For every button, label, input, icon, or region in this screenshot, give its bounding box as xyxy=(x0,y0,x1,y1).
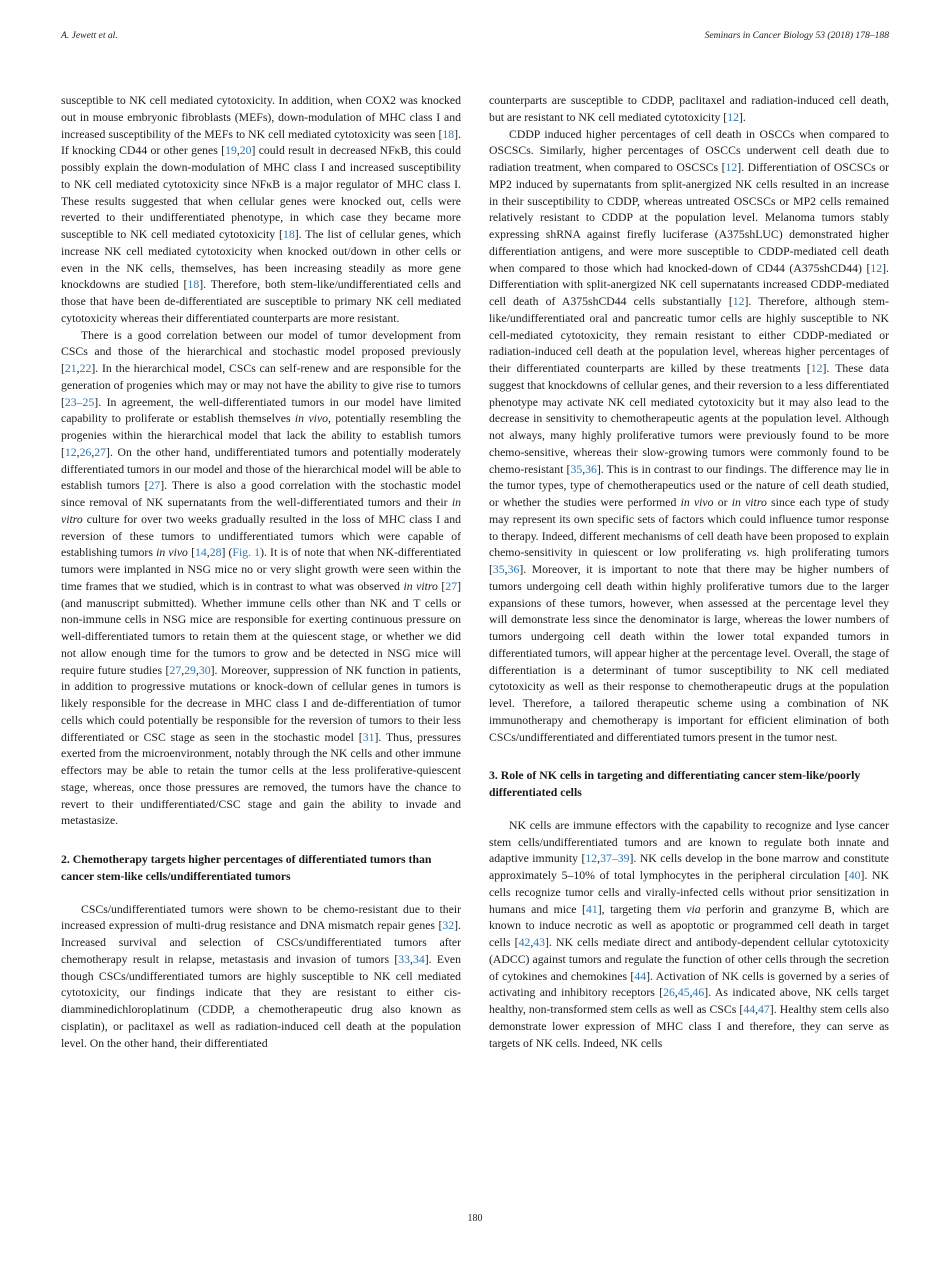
citation-link[interactable]: 23–25 xyxy=(64,395,95,409)
citation-link[interactable]: 36 xyxy=(507,563,520,576)
citation-link[interactable]: 30 xyxy=(198,663,211,677)
citation-link[interactable]: 33 xyxy=(398,952,410,966)
citation-link[interactable]: 12 xyxy=(585,852,598,866)
citation-link[interactable]: 36 xyxy=(585,462,597,476)
citation-link[interactable]: 12 xyxy=(64,445,77,459)
citation-link[interactable]: 20 xyxy=(239,144,252,158)
paragraph: NK cells are immune effectors with the capability to recognize and lyse cancer stem cells/undifferentiated tumors and are known to regulate both innate and adaptive immunity [12,37–39]. NK cells develop in the bone marrow and constitute approximately 5–10% of total lymphocytes in the peripheral circulation [40]. NK cells recognize tumor cells and virally-infected cells without prior sensitization in humans and mice [41], targeting them via perforin and granzyme B, which are known to induce necrotic as well as apoptotic or programmed cell death in target cells [42,43]. NK cells mediate direct and antibody-dependent cellular cytotoxicity (ADCC) against tumors and regulate the function of other cells through the secretion of cytokines and chemokines [44]. Activation of NK cells is governed by a series of activating and inhibitory receptors [26,45,46]. As indicated above, NK cells target healthy, non-transformed stem cells as well as CSCs [44,47]. Healthy stem cells also demonstrate lower expression of MHC class I and therefore, they can serve as targets of NK cells. Indeed, NK cells xyxy=(489,818,889,1050)
figure-link[interactable]: Fig. 1 xyxy=(232,546,261,560)
citation-link[interactable]: 27 xyxy=(148,479,161,493)
header-authors: A. Jewett et al. xyxy=(61,30,118,41)
section-heading-3: 3. Role of NK cells in targeting and differentiating cancer stem-like/poorly differentiated cells xyxy=(489,769,861,799)
citation-link[interactable]: 45 xyxy=(677,986,690,1000)
citation-link[interactable]: 46 xyxy=(692,986,705,1000)
running-header xyxy=(61,30,889,46)
citation-link[interactable]: 21 xyxy=(64,362,77,375)
citation-link[interactable]: 18 xyxy=(442,127,455,141)
citation-link[interactable]: 34 xyxy=(412,952,425,966)
citation-link[interactable]: 35 xyxy=(492,563,505,576)
citation-link[interactable]: 41 xyxy=(585,902,598,916)
page-number: 180 xyxy=(467,1213,483,1224)
citation-link[interactable]: 44 xyxy=(634,969,647,983)
citation-link[interactable]: 31 xyxy=(362,730,375,744)
citation-link[interactable]: 19 xyxy=(225,144,237,158)
citation-link[interactable]: 29 xyxy=(184,663,196,677)
paragraph: counterparts are susceptible to CDDP, paclitaxel and radiation-induced cell death, but are resistant to NK cell mediated cytotoxicity [12]. xyxy=(489,94,889,124)
paragraph: There is a good correlation between our model of tumor development from CSCs and those of the hierarchical and stochastic model proposed previously [21,22]. In the hierarchical model, CSCs can self-renew and are responsible for the generation of progenies which may or may not have the ability to give rise to tumors [23–25]. In agreement, the well-differentiated tumors in our model have limited capability to proliferate or establish themselves in vivo, potentially resembling the progenies within the hierarchical model that lack the ability to establish tumors [12,26,27]. On the other hand, undifferentiated tumors and potentially moderately differentiated tumors in our model and those of the hierarchical model will be able to establish tumors [27]. There is also a good correlation with the stochastic model since removal of NK supernatants from the well-differentiated tumors and their in vitro culture for over two weeks gradually resulted in the loss of MHC class I and reversion of these tumors to undifferentiated tumors which were capable of establishing tumors in vivo [14,28] (Fig. 1). It is of note that when NK-differentiated tumors were implanted in NSG mice no or very slight growth were seen within the time frames that we studied, which is in contrast to what was observed in vitro [27] (and manuscript submitted). Whether immune cells other than NK and T cells or non-immune cells in NSG mice are responsible for exerting continuous pressure on well-differentiated tumors to retain them at the quiescent stage, or whether we did not allow enough time for the tumors to grow and be detected in NSG mice will require future studies [27,29,30]. Moreover, suppression of NK function in patients, in addition to progressive mutations or knock-down of cellular genes in tumors is likely responsible for the decrease in MHC class I and de-differentiation of tumor cells which could potentially be responsible for the reversion of tumors to their less differentiated or CSC stage as seen in the stochastic model [31]. Thus, pressures exerted from the microenvironment, notably through the NK cells and other immune effectors may be able to retain the tumor cells at the less proliferative-quiescent stage, whereas, once those pressures are removed, the tumors have the chance to revert to their undifferentiated/CSC stage and gain the ability to invade and metastasize. xyxy=(61,328,462,828)
paragraph: CSCs/undifferentiated tumors were shown to be chemo-resistant due to their increased expression of multi-drug resistance and DNA mismatch repair genes [32]. Increased survival and selection of CSCs/undifferentiated tumors after chemotherapy result in relapse, metastasis and invasion of tumors [33,34]. Even though CSCs/undifferentiated tumors are highly susceptible to NK cell mediated cytotoxicity, our findings indicate that they are resistant to either cis-diamminedichloroplatinum (CDDP, a chemotherapeutic drug also known as cisplatin), or paclitaxel as well as radiation-induced cell death at the population level. On the other hand, their differentiated xyxy=(61,902,461,1050)
citation-link[interactable]: 14 xyxy=(195,546,207,560)
paragraph: CDDP induced higher percentages of cell death in OSCCs when compared to OSCSCs. Similarly, higher percentages of OSCCs underwent cell death due to radiation treatment, when compared to OSCSCs [12]. Differentiation of OSCSCs or MP2 induced by supernatants from split-anergized NK cells resulted in an increase in their susceptibility to CDDP, whereas untreated OSCSCs or MP2 cells remained relatively resistant to CDDP at the population level. Melanoma tumors stably expressing shRNA against firefly luciferase (A375shLUC) demonstrated higher differentiation antigens, and were more susceptible to CDDP-mediated cell death when compared to those which had knocked-down of CD44 (A375shCD44) [12]. Differentiation with split-anergized NK cell supernatants increased CDDP-mediated cell death of A375shCD44 cells substantially [12]. Therefore, although stem-like/undifferentiated oral and pancreatic tumor cells are highly susceptible to NK cell-mediated cytotoxicity, they remain resistant to either CDDP-mediated or radiation-induced cell death at the population level, whereas higher percentages of their differentiated counterparts are killed by these treatments [12]. These data suggest that knockdowns of cellular genes, and their reversion to a less differentiated phenotype may activate NK cell mediated cytotoxicity but it may also lead to the decrease in sensitivity to chemotherapeutic agents at the population level. Although not always, many highly proliferative tumors were previously found to be more chemo-sensitive, whereas their slow-growing tumors were commonly found to be chemo-resistant [35,36]. This is in contrast to our findings. The difference may lie in the tumor types, type of chemotherapeutics used or the nature of cell death studied, or whether the studies were performed in vivo or in vitro since each type of study may represent its own specific sets of factors which could influence tumor response to therapy. Indeed, different mechanisms of cell death have been proposed to explain chemo-sensitivity in quiescent or low proliferating vs. high proliferating tumors [35,36]. Moreover, it is important to note that there may be higher numbers of tumors undergoing cell death within highly proliferative tumors due to the larger expansions of these tumors, however, when assessed at the percentage level they will demonstrate less since the denominator is large, whereas the lower numbers of tumors undergoing cell death within the lower total expanded tumors in differentiated tumors, will appear higher at the percentage level. Overall, the stage of differentiation is a determinant of tumor susceptibility to NK cell mediated cytotoxicity as well as their response to chemotherapeutic drugs at the population level. Therefore, a tailored therapeutic scheme using a combination of NK immunotherapy and chemotherapy is important for efficient elimination of both CSCs/undifferentiated and differentiated tumors present in the tumor nest. xyxy=(489,127,889,744)
citation-link[interactable]: 12 xyxy=(727,110,739,124)
citation-link[interactable]: 42 xyxy=(518,936,531,949)
citation-link[interactable]: 27 xyxy=(94,445,107,459)
left-column xyxy=(61,93,461,1052)
citation-link[interactable]: 37–39 xyxy=(600,852,630,866)
citation-link[interactable]: 12 xyxy=(870,261,883,275)
citation-link[interactable]: 18 xyxy=(187,278,200,292)
citation-link[interactable]: 47 xyxy=(758,1003,770,1016)
right-column xyxy=(489,93,889,1052)
paragraph: susceptible to NK cell mediated cytotoxicity. In addition, when COX2 was knocked out in mouse embryonic fibroblasts (MEFs), down-modulation of MHC class I and increased susceptibility of the MEFs to NK cell mediated cytotoxicity was seen [18]. If knocking CD44 or other genes [19,20] could result in decreased NFκB, this could possibly explain the down-modulation of MHC class I and increased susceptibility to NK cell mediated cytotoxicity since NFκB is a major regulator of MHC class I. These results suggested that when cellular genes were knocked out, cells were reverted to their undifferentiated phenotype, in which case they became more susceptible to NK cell mediated cytotoxicity [18]. The list of cellular genes, which increase NK cell mediated cytotoxicity when knocked out/down in other cells or even in the NK cells, themselves, has been increasing steadily as more gene knockdowns are studied [18]. Therefore, both stem-like/undifferentiated cells and those that have been de-differentiated are susceptible to primary NK cell mediated cytotoxicity whereas their differentiated counterparts are more resistant. xyxy=(61,94,461,325)
citation-link[interactable]: 27 xyxy=(169,663,182,677)
citation-link[interactable]: 27 xyxy=(445,579,458,593)
citation-link[interactable]: 12 xyxy=(810,362,823,375)
citation-link[interactable]: 26 xyxy=(79,445,92,459)
citation-link[interactable]: 32 xyxy=(442,919,455,933)
citation-link[interactable]: 28 xyxy=(209,546,222,560)
citation-link[interactable]: 40 xyxy=(848,869,861,882)
citation-link[interactable]: 18 xyxy=(282,228,295,241)
citation-link[interactable]: 44 xyxy=(743,1003,756,1016)
citation-link[interactable]: 12 xyxy=(732,295,745,308)
citation-link[interactable]: 12 xyxy=(725,161,738,174)
section-heading-2: 2. Chemotherapy targets higher percentages of differentiated tumors than cancer stem-like cells/undifferentiated tumors xyxy=(61,853,432,883)
citation-link[interactable]: 43 xyxy=(533,936,546,949)
citation-link[interactable]: 22 xyxy=(79,362,92,375)
citation-link[interactable]: 26 xyxy=(663,986,675,1000)
citation-link[interactable]: 35 xyxy=(570,462,583,476)
header-journal: Seminars in Cancer Biology 53 (2018) 178–188 xyxy=(704,30,889,41)
